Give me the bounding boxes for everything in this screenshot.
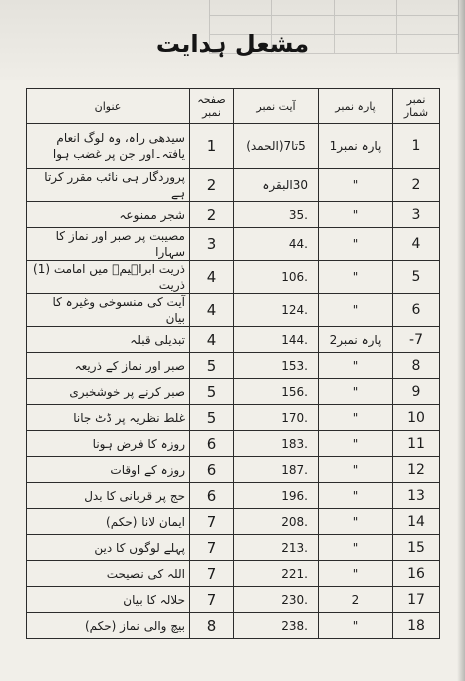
row-ayat: 30البقرہ — [234, 169, 319, 202]
page-edge-shadow — [457, 0, 465, 681]
row-page: 6 — [190, 457, 234, 483]
row-para: " — [319, 202, 393, 228]
table-row — [27, 457, 440, 483]
row-para: 2 — [319, 587, 393, 613]
contents-table — [26, 88, 440, 639]
row-serial: 2 — [393, 169, 440, 202]
header-row — [27, 89, 440, 124]
row-para: " — [319, 561, 393, 587]
row-topic: بیچ والی نماز (حکم) — [27, 613, 190, 639]
table-row — [27, 261, 440, 294]
row-serial: 17 — [393, 587, 440, 613]
table-row — [27, 202, 440, 228]
row-topic: حلالہ کا بیان — [27, 587, 190, 613]
row-para: " — [319, 405, 393, 431]
row-serial: 18 — [393, 613, 440, 639]
row-topic: ذریت ابراہیمؑ میں امامت (1) ذریت — [27, 261, 190, 294]
table-row — [27, 431, 440, 457]
row-ayat: .153 — [234, 353, 319, 379]
row-para: پارہ نمبر1 — [319, 124, 393, 169]
row-topic: شجر ممنوعہ — [27, 202, 190, 228]
row-para: " — [319, 483, 393, 509]
row-para: پارہ نمبر2 — [319, 327, 393, 353]
row-topic: سیدھی راہ، وہ لوگ انعام یافتہ۔اور جن پر غضب ہوا — [27, 124, 190, 169]
row-topic: پروردگار ہی نائب مقرر کرتا ہے — [27, 169, 190, 202]
row-serial: 8 — [393, 353, 440, 379]
row-page: 8 — [190, 613, 234, 639]
row-serial: 3 — [393, 202, 440, 228]
row-para: " — [319, 431, 393, 457]
row-ayat: .187 — [234, 457, 319, 483]
row-ayat: .156 — [234, 379, 319, 405]
row-page: 2 — [190, 202, 234, 228]
row-page: 6 — [190, 431, 234, 457]
row-page: 5 — [190, 379, 234, 405]
row-topic: ایمان لانا (حکم) — [27, 509, 190, 535]
row-page: 4 — [190, 294, 234, 327]
row-serial: 15 — [393, 535, 440, 561]
table-row — [27, 169, 440, 202]
row-page: 6 — [190, 483, 234, 509]
row-ayat: .124 — [234, 294, 319, 327]
row-page: 3 — [190, 228, 234, 261]
row-serial: 12 — [393, 457, 440, 483]
row-topic: روزہ کے اوقات — [27, 457, 190, 483]
row-topic: صبر اور نماز کے ذریعہ — [27, 353, 190, 379]
row-para: " — [319, 228, 393, 261]
row-serial: 9 — [393, 379, 440, 405]
row-serial: 5 — [393, 261, 440, 294]
table-row — [27, 535, 440, 561]
table-body — [27, 124, 440, 639]
row-topic: روزہ کا فرض ہونا — [27, 431, 190, 457]
row-serial: 1 — [393, 124, 440, 169]
row-serial: 11 — [393, 431, 440, 457]
table-row — [27, 405, 440, 431]
row-topic: صبر کرنے پر خوشخبری — [27, 379, 190, 405]
row-serial: 10 — [393, 405, 440, 431]
row-ayat: .144 — [234, 327, 319, 353]
row-para: " — [319, 509, 393, 535]
row-ayat: .213 — [234, 535, 319, 561]
row-serial: 6 — [393, 294, 440, 327]
row-page: 4 — [190, 327, 234, 353]
page-title: مشعل ہدایت — [155, 30, 310, 58]
row-para: " — [319, 457, 393, 483]
row-topic: غلط نظریہ پر ڈٹ جانا — [27, 405, 190, 431]
row-ayat: .35 — [234, 202, 319, 228]
row-serial: 16 — [393, 561, 440, 587]
row-topic: اللہ کی نصیحت — [27, 561, 190, 587]
row-page: 7 — [190, 509, 234, 535]
table-row — [27, 483, 440, 509]
row-ayat: .170 — [234, 405, 319, 431]
row-para: " — [319, 261, 393, 294]
row-ayat: .230 — [234, 587, 319, 613]
row-topic: حج پر قربانی کا بدل — [27, 483, 190, 509]
row-serial: 7- — [393, 327, 440, 353]
header-ayat: آیت نمبر — [234, 89, 319, 124]
row-ayat: .196 — [234, 483, 319, 509]
row-ayat: 5تا7(الحمد) — [234, 124, 319, 169]
row-serial: 4 — [393, 228, 440, 261]
row-page: 7 — [190, 535, 234, 561]
row-para: " — [319, 379, 393, 405]
row-para: " — [319, 613, 393, 639]
table-row — [27, 353, 440, 379]
row-ayat: .44 — [234, 228, 319, 261]
table-row — [27, 561, 440, 587]
row-ayat: .221 — [234, 561, 319, 587]
row-topic: آیت کی منسوخی وغیرہ کا بیان — [27, 294, 190, 327]
header-para: پارہ نمبر — [319, 89, 393, 124]
row-page: 5 — [190, 353, 234, 379]
table-row — [27, 587, 440, 613]
row-ayat: .183 — [234, 431, 319, 457]
table-row — [27, 294, 440, 327]
row-para: " — [319, 169, 393, 202]
header-serial: نمبر شمار — [393, 89, 440, 124]
row-page: 7 — [190, 587, 234, 613]
row-para: " — [319, 353, 393, 379]
row-topic: تبدیلی قبلہ — [27, 327, 190, 353]
table-row — [27, 509, 440, 535]
table-row — [27, 228, 440, 261]
row-para: " — [319, 294, 393, 327]
table-row — [27, 379, 440, 405]
row-page: 4 — [190, 261, 234, 294]
header-topic: عنوان — [27, 89, 190, 124]
table-row — [27, 613, 440, 639]
header-page: صفحہ نمبر — [190, 89, 234, 124]
row-serial: 13 — [393, 483, 440, 509]
row-topic: پہلے لوگوں کا دین — [27, 535, 190, 561]
row-serial: 14 — [393, 509, 440, 535]
row-ayat: .238 — [234, 613, 319, 639]
row-topic: مصیبت پر صبر اور نماز کا سہارا — [27, 228, 190, 261]
row-para: " — [319, 535, 393, 561]
row-page: 5 — [190, 405, 234, 431]
table-row — [27, 124, 440, 169]
row-page: 2 — [190, 169, 234, 202]
table-row — [27, 327, 440, 353]
row-page: 1 — [190, 124, 234, 169]
row-page: 7 — [190, 561, 234, 587]
row-ayat: .106 — [234, 261, 319, 294]
row-ayat: .208 — [234, 509, 319, 535]
